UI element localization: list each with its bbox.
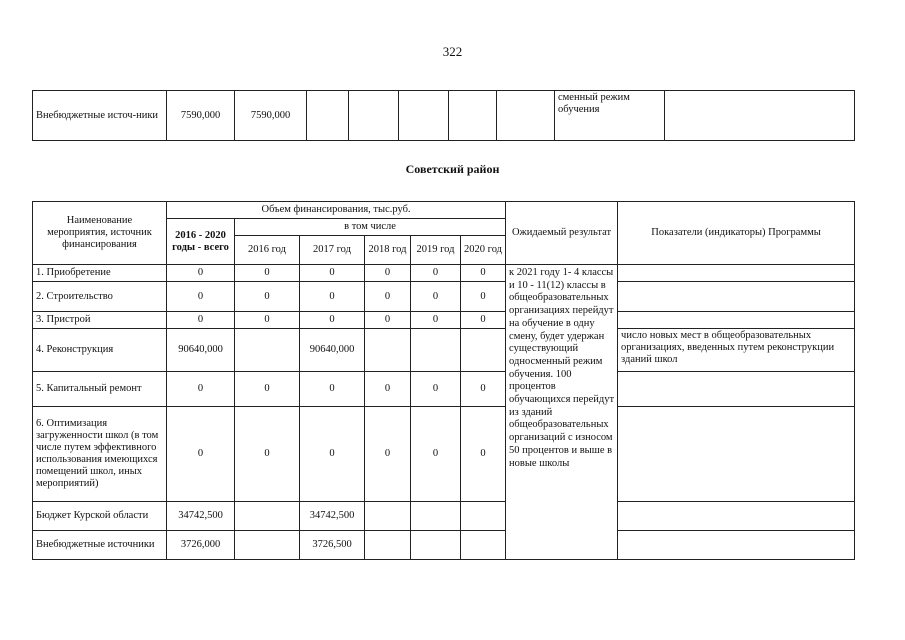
cell-2016 [235, 531, 300, 560]
row-name: Внебюджетные источники [33, 531, 167, 560]
cell-total: 0 [167, 265, 235, 282]
header-2020: 2020 год [461, 236, 506, 265]
cell-2016: 0 [235, 282, 300, 312]
cell-total: 0 [167, 282, 235, 312]
cell-2017: 0 [300, 282, 365, 312]
cell-2017: 3726,500 [300, 531, 365, 560]
row-name: 3. Пристрой [33, 312, 167, 329]
cell-indicator [618, 312, 855, 329]
table-row [33, 372, 855, 407]
cell-2017 [307, 91, 349, 141]
header-2019: 2019 год [411, 236, 461, 265]
header-2018: 2018 год [365, 236, 411, 265]
cell-2016: 7590,000 [235, 91, 307, 141]
cell-2019 [399, 91, 449, 141]
cell-2020: 0 [461, 312, 506, 329]
table-row [33, 312, 855, 329]
row-name: 6. Оптимизация загруженности школ (в том числе путем эффективного использования имеющихся помещений школ, иных мероприятий) [33, 407, 167, 502]
cell-2017: 0 [300, 265, 365, 282]
cell-2019 [411, 531, 461, 560]
previous-section-table [32, 90, 855, 141]
cell-2019: 0 [411, 372, 461, 407]
header-indicators: Показатели (индикаторы) Программы [618, 202, 855, 265]
cell-total: 0 [167, 372, 235, 407]
table-row [33, 407, 855, 502]
cell-2018: 0 [365, 312, 411, 329]
cell-2018: 0 [365, 282, 411, 312]
cell-2020: 0 [461, 372, 506, 407]
cell-total: 3726,000 [167, 531, 235, 560]
table-row [33, 282, 855, 312]
cell-total: 34742,500 [167, 502, 235, 531]
header-result: Ожидаемый результат [506, 202, 618, 265]
cell-2016: 0 [235, 407, 300, 502]
cell-total: 0 [167, 407, 235, 502]
header-row [33, 202, 855, 219]
cell-2018: 0 [365, 372, 411, 407]
cell-2020: 0 [461, 407, 506, 502]
cell-2020b [497, 91, 555, 141]
expected-result: к 2021 году 1- 4 классы и 10 - 11(12) классы в общеобразовательных организациях перейдут на обучение в одну смену, будет удержан существующий односменный режим обучения. 100 процентов обучающихся перейдут из зданий общеобразовательных организаций с износом 50 процентов и выше в новые школы [506, 265, 618, 560]
cell-total: 7590,000 [167, 91, 235, 141]
cell-2019: 0 [411, 407, 461, 502]
cell-2019 [411, 329, 461, 372]
header-funding: Объем финансирования, тыс.руб. [167, 202, 506, 219]
header-total-period: 2016 - 2020 [175, 229, 226, 241]
cell-total: 0 [167, 312, 235, 329]
header-2016: 2016 год [235, 236, 300, 265]
row-name: Бюджет Курской области [33, 502, 167, 531]
page-number: 322 [442, 44, 463, 59]
cell-2018 [349, 91, 399, 141]
cell-2016: 0 [235, 312, 300, 329]
table-row [33, 91, 855, 141]
cell-2017: 34742,500 [300, 502, 365, 531]
header-2017: 2017 год [300, 236, 365, 265]
cell-total: 90640,000 [167, 329, 235, 372]
header-name: Наименование мероприятия, источник финансирования [33, 202, 167, 265]
header-total-label: годы - всего [172, 241, 229, 253]
cell-2019 [411, 502, 461, 531]
table-row [33, 265, 855, 282]
cell-2017: 90640,000 [300, 329, 365, 372]
cell-2020: 0 [461, 265, 506, 282]
funding-table [32, 201, 855, 560]
cell-2017: 0 [300, 407, 365, 502]
cell-2016 [235, 329, 300, 372]
cell-2019: 0 [411, 265, 461, 282]
table-row [33, 329, 855, 372]
cell-2020: 0 [461, 282, 506, 312]
cell-2016: 0 [235, 372, 300, 407]
row-name: 1. Приобретение [33, 265, 167, 282]
cell-2020 [461, 502, 506, 531]
cell-2020 [461, 531, 506, 560]
row-name: 2. Строительство [33, 282, 167, 312]
cell-indicator [618, 282, 855, 312]
cell-2016: 0 [235, 265, 300, 282]
cell-2020 [449, 91, 497, 141]
cell-2020 [461, 329, 506, 372]
cell-2019: 0 [411, 312, 461, 329]
row-name: 5. Капитальный ремонт [33, 372, 167, 407]
cell-2016 [235, 502, 300, 531]
indicator-text: число новых мест в общеобразовательных организациях, введенных путем реконструкции зданий школ [618, 329, 855, 372]
header-total [167, 219, 235, 265]
cell-indicator [618, 407, 855, 502]
row-name: 4. Реконструкция [33, 329, 167, 372]
cell-indicator [618, 265, 855, 282]
cell-indicator [618, 502, 855, 531]
cell-indicator [618, 372, 855, 407]
table-row [33, 531, 855, 560]
row-name: Внебюджетные источ-ники [33, 91, 167, 141]
cell-2017: 0 [300, 372, 365, 407]
cell-2018 [365, 531, 411, 560]
cell-2018 [365, 329, 411, 372]
cell-2017: 0 [300, 312, 365, 329]
cell-indicator [618, 531, 855, 560]
header-including: в том числе [235, 219, 506, 236]
section-title: Советский район [405, 162, 500, 176]
table-row [33, 502, 855, 531]
cell-2018: 0 [365, 265, 411, 282]
cell-2018: 0 [365, 407, 411, 502]
cell-indicator [665, 91, 855, 141]
cell-2019: 0 [411, 282, 461, 312]
cell-2018 [365, 502, 411, 531]
cell-result: сменный режим обучения [555, 91, 665, 141]
